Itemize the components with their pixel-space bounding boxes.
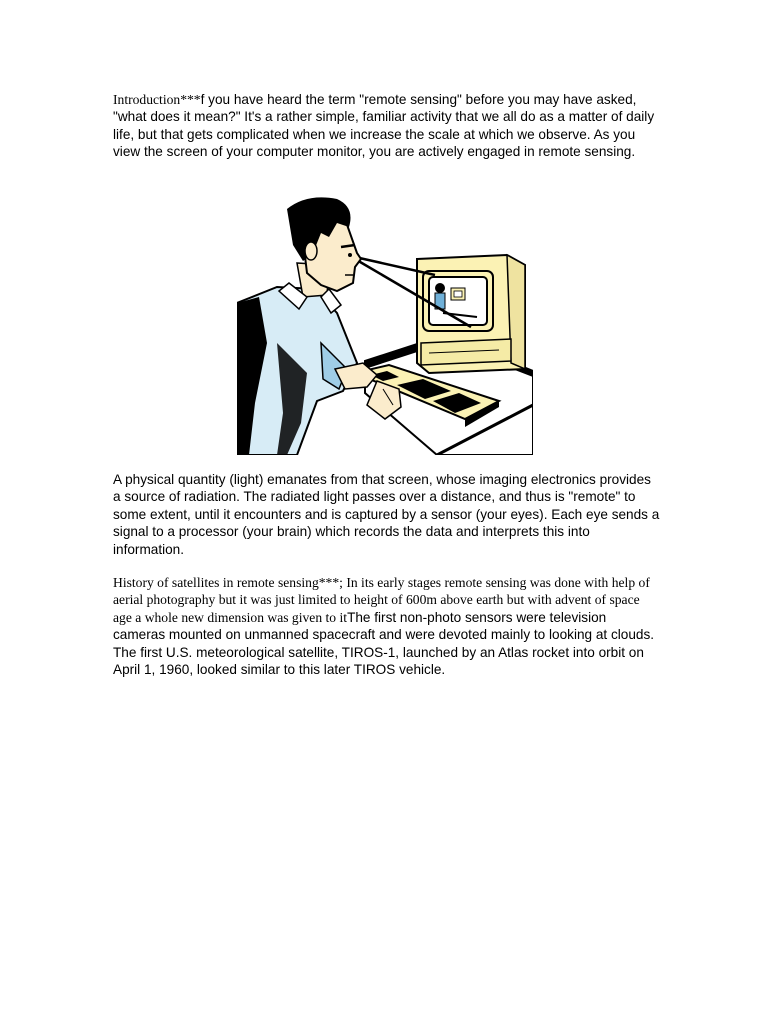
intro-heading: Introduction*** bbox=[113, 92, 201, 107]
history-paragraph bbox=[113, 574, 661, 678]
person-at-computer-illustration bbox=[237, 193, 533, 455]
physical-quantity-paragraph: A physical quantity (light) emanates from that screen, whose imaging electronics provides a source of radiation. The radiated light passes over a distance, and thus is "remote" to some extent, until it encounters and is captured by a sensor (your eyes). Each eye sends a signal to a processor (your brain) which records the data and interprets this into information. bbox=[113, 472, 660, 557]
history-text: The first non-photo sensors were television cameras mounted on unmanned spacecraft and were devoted mainly to looking at clouds. The first U.S. meteorological satellite, TIROS-1, launched by an Atlas rocket into orbit on April 1, 1960, looked similar to this later TIROS vehicle. bbox=[113, 609, 655, 678]
intro-text: f you have heard the term "remote sensing" before you may have asked, "what does it mean?" It's a rather simple, familiar activity that we all do as a matter of daily life, but that gets complicated when we increase the scale at which we observe. As you view the screen of your computer monitor, you are actively engaged in remote sensing. bbox=[113, 92, 655, 160]
intro-paragraph bbox=[113, 91, 661, 161]
history-heading: History of satellites in remote sensing***; In its early stages remote sensing was done with help of aerial photography but it was just limited to height of 600m above earth but with advent of space age a whole new dimension was given to it bbox=[113, 575, 650, 625]
